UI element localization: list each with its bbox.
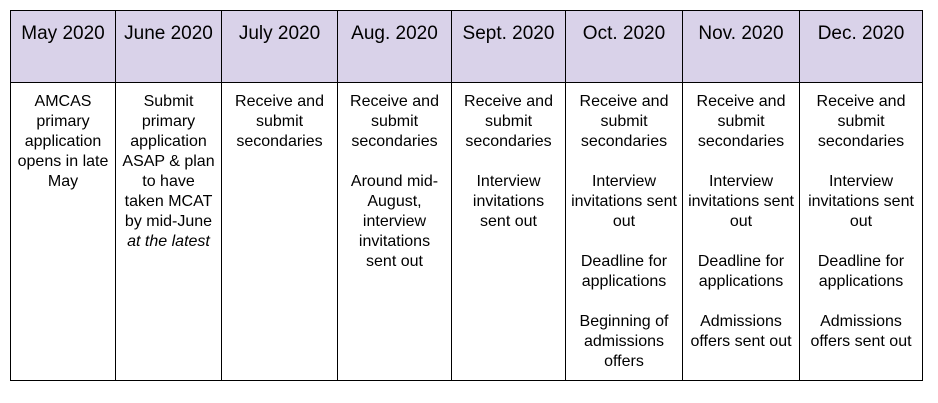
event-text: Admissions offers sent out bbox=[810, 313, 912, 350]
header-dec: Dec. 2020 bbox=[800, 11, 923, 83]
header-aug: Aug. 2020 bbox=[338, 11, 452, 83]
event-text: Receive and submit secondaries bbox=[579, 93, 669, 150]
header-may: May 2020 bbox=[11, 11, 116, 83]
event-text: Deadline for applications bbox=[697, 253, 785, 290]
cell-july bbox=[222, 83, 338, 381]
header-june: June 2020 bbox=[116, 11, 222, 83]
event-text: Admissions offers sent out bbox=[690, 313, 792, 350]
event-text: Interview invitations sent out bbox=[472, 173, 545, 230]
cell-oct bbox=[566, 83, 683, 381]
cell-may bbox=[11, 83, 116, 381]
cell-dec bbox=[800, 83, 923, 381]
event-text: AMCAS primary application opens in late May bbox=[17, 93, 109, 190]
cell-june bbox=[116, 83, 222, 381]
event-text: Receive and submit secondaries bbox=[235, 93, 324, 150]
cell-sept bbox=[452, 83, 566, 381]
header-sept: Sept. 2020 bbox=[452, 11, 566, 83]
event-text: Receive and submit secondaries bbox=[350, 93, 439, 150]
event-text: Deadline for applications bbox=[817, 253, 905, 290]
event-text: Interview invitations sent out bbox=[688, 173, 794, 230]
header-row bbox=[11, 11, 923, 83]
timeline-table bbox=[10, 10, 923, 381]
event-text: Deadline for applications bbox=[580, 253, 668, 290]
event-text: Receive and submit secondaries bbox=[696, 93, 786, 150]
events-row bbox=[11, 83, 923, 381]
event-text bbox=[121, 92, 216, 252]
cell-aug bbox=[338, 83, 452, 381]
event-emphasis-text: at the latest bbox=[127, 233, 210, 250]
event-text: Receive and submit secondaries bbox=[816, 93, 906, 150]
event-main-text: Submit primary application ASAP & plan to have taken MCAT by mid-June bbox=[122, 93, 215, 230]
header-oct: Oct. 2020 bbox=[566, 11, 683, 83]
header-july: July 2020 bbox=[222, 11, 338, 83]
event-text: Interview invitations sent out bbox=[808, 173, 914, 230]
event-text: Around mid-August, interview invitations sent out bbox=[350, 173, 439, 270]
event-text: Receive and submit secondaries bbox=[464, 93, 553, 150]
cell-nov bbox=[683, 83, 800, 381]
event-text: Interview invitations sent out bbox=[571, 173, 677, 230]
header-nov: Nov. 2020 bbox=[683, 11, 800, 83]
event-text: Beginning of admissions offers bbox=[579, 313, 669, 370]
